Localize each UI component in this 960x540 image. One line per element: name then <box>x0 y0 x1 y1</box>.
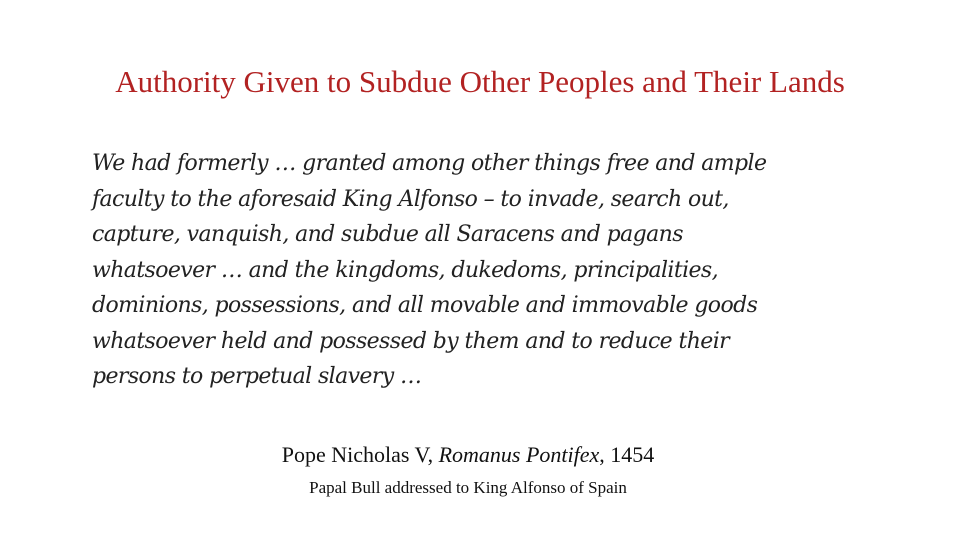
attribution-author: Pope Nicholas V, <box>281 442 434 467</box>
quote-block <box>92 146 852 395</box>
quote-line: whatsoever … and the kingdoms, dukedoms, principalities, <box>92 257 719 283</box>
attribution-year: , 1454 <box>599 442 655 467</box>
attribution-subtitle: Papal Bull addressed to King Alfonso of Spain <box>309 478 627 497</box>
slide-title: Authority Given to Subdue Other Peoples and Their Lands <box>115 64 845 99</box>
attribution-work: Romanus Pontifex <box>438 442 600 467</box>
quote-line: faculty to the aforesaid King Alfonso – to invade, search out, <box>92 186 729 212</box>
quote-line: whatsoever held and possessed by them and to reduce their <box>92 328 730 354</box>
quote-line: capture, vanquish, and subdue all Saracens and pagans <box>92 222 683 247</box>
quote-line: We had formerly … granted among other things free and ample <box>92 151 767 176</box>
quote-line: dominions, possessions, and all movable and immovable goods <box>92 293 758 318</box>
attribution <box>0 440 936 470</box>
quote-line: persons to perpetual slavery … <box>92 364 422 389</box>
